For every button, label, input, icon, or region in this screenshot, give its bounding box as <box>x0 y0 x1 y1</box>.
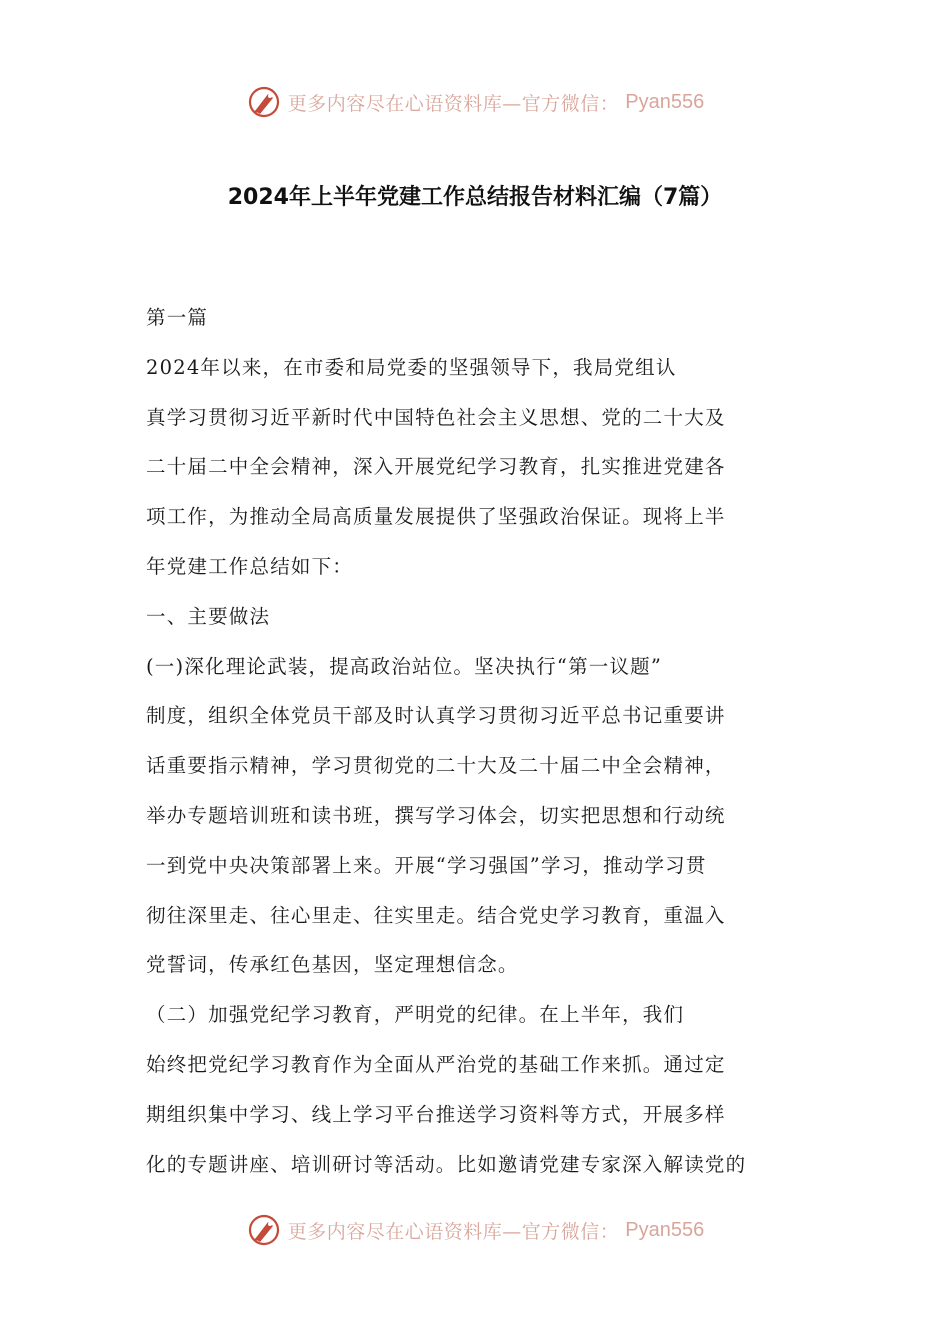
body-line: 制度，组织全体党员干部及时认真学习贯彻习近平总书记重要讲 <box>146 704 726 728</box>
body-line: 话重要指示精神，学习贯彻党的二十大及二十届二中全会精神， <box>146 754 726 778</box>
body-line: 彻往深里走、往心里走、往实里走。结合党史学习教育，重温入 <box>146 903 726 927</box>
body-line: 一到党中央决策部署上来。开展“学习强国”学习，推动学习贯 <box>146 853 707 877</box>
body-line: 项工作，为推动全局高质量发展提供了坚强政治保证。现将上半 <box>146 505 726 529</box>
watermark-wechat-id: Pyan556 <box>625 90 705 113</box>
body-line: 第一篇 <box>146 306 209 329</box>
body-line: 始终把党纪学习教育作为全面从严治党的基础工作来抓。通过定 <box>146 1052 726 1076</box>
body-line: (一)深化理论武装，提高政治站位。坚决执行“第一议题” <box>146 654 663 678</box>
document-body <box>146 300 826 1196</box>
body-line: 真学习贯彻习近平新时代中国特色社会主义思想、党的二十大及 <box>146 405 726 429</box>
pen-nib-logo-icon <box>246 84 282 120</box>
watermark-wechat-id: Pyan556 <box>625 1218 705 1241</box>
body-line: 二十届二中全会精神，深入开展党纪学习教育，扎实推进党建各 <box>146 455 726 479</box>
header-watermark <box>0 82 950 122</box>
body-line: 党誓词，传承红色基因，坚定理想信念。 <box>146 953 519 977</box>
section-heading: 一、主要做法 <box>146 604 271 628</box>
body-line: 化的专题讲座、培训研讨等活动。比如邀请党建专家深入解读党的 <box>146 1152 747 1176</box>
document-title: 2024年上半年党建工作总结报告材料汇编（7篇） <box>227 185 723 210</box>
watermark-text: 更多内容尽在心语资料库—官方微信： <box>287 92 620 115</box>
body-line: 2024年以来，在市委和局党委的坚强领导下，我局党组认 <box>146 355 677 379</box>
footer-watermark <box>0 1210 950 1250</box>
watermark-text: 更多内容尽在心语资料库—官方微信： <box>287 1220 620 1243</box>
body-line: 年党建工作总结如下： <box>146 554 354 578</box>
pen-nib-logo-icon <box>246 1212 282 1248</box>
body-line: 期组织集中学习、线上学习平台推送学习资料等方式，开展多样 <box>146 1102 726 1126</box>
body-line: （二）加强党纪学习教育，严明党的纪律。在上半年，我们 <box>146 1003 685 1027</box>
body-line: 举办专题培训班和读书班，撰写学习体会，切实把思想和行动统 <box>146 803 726 827</box>
